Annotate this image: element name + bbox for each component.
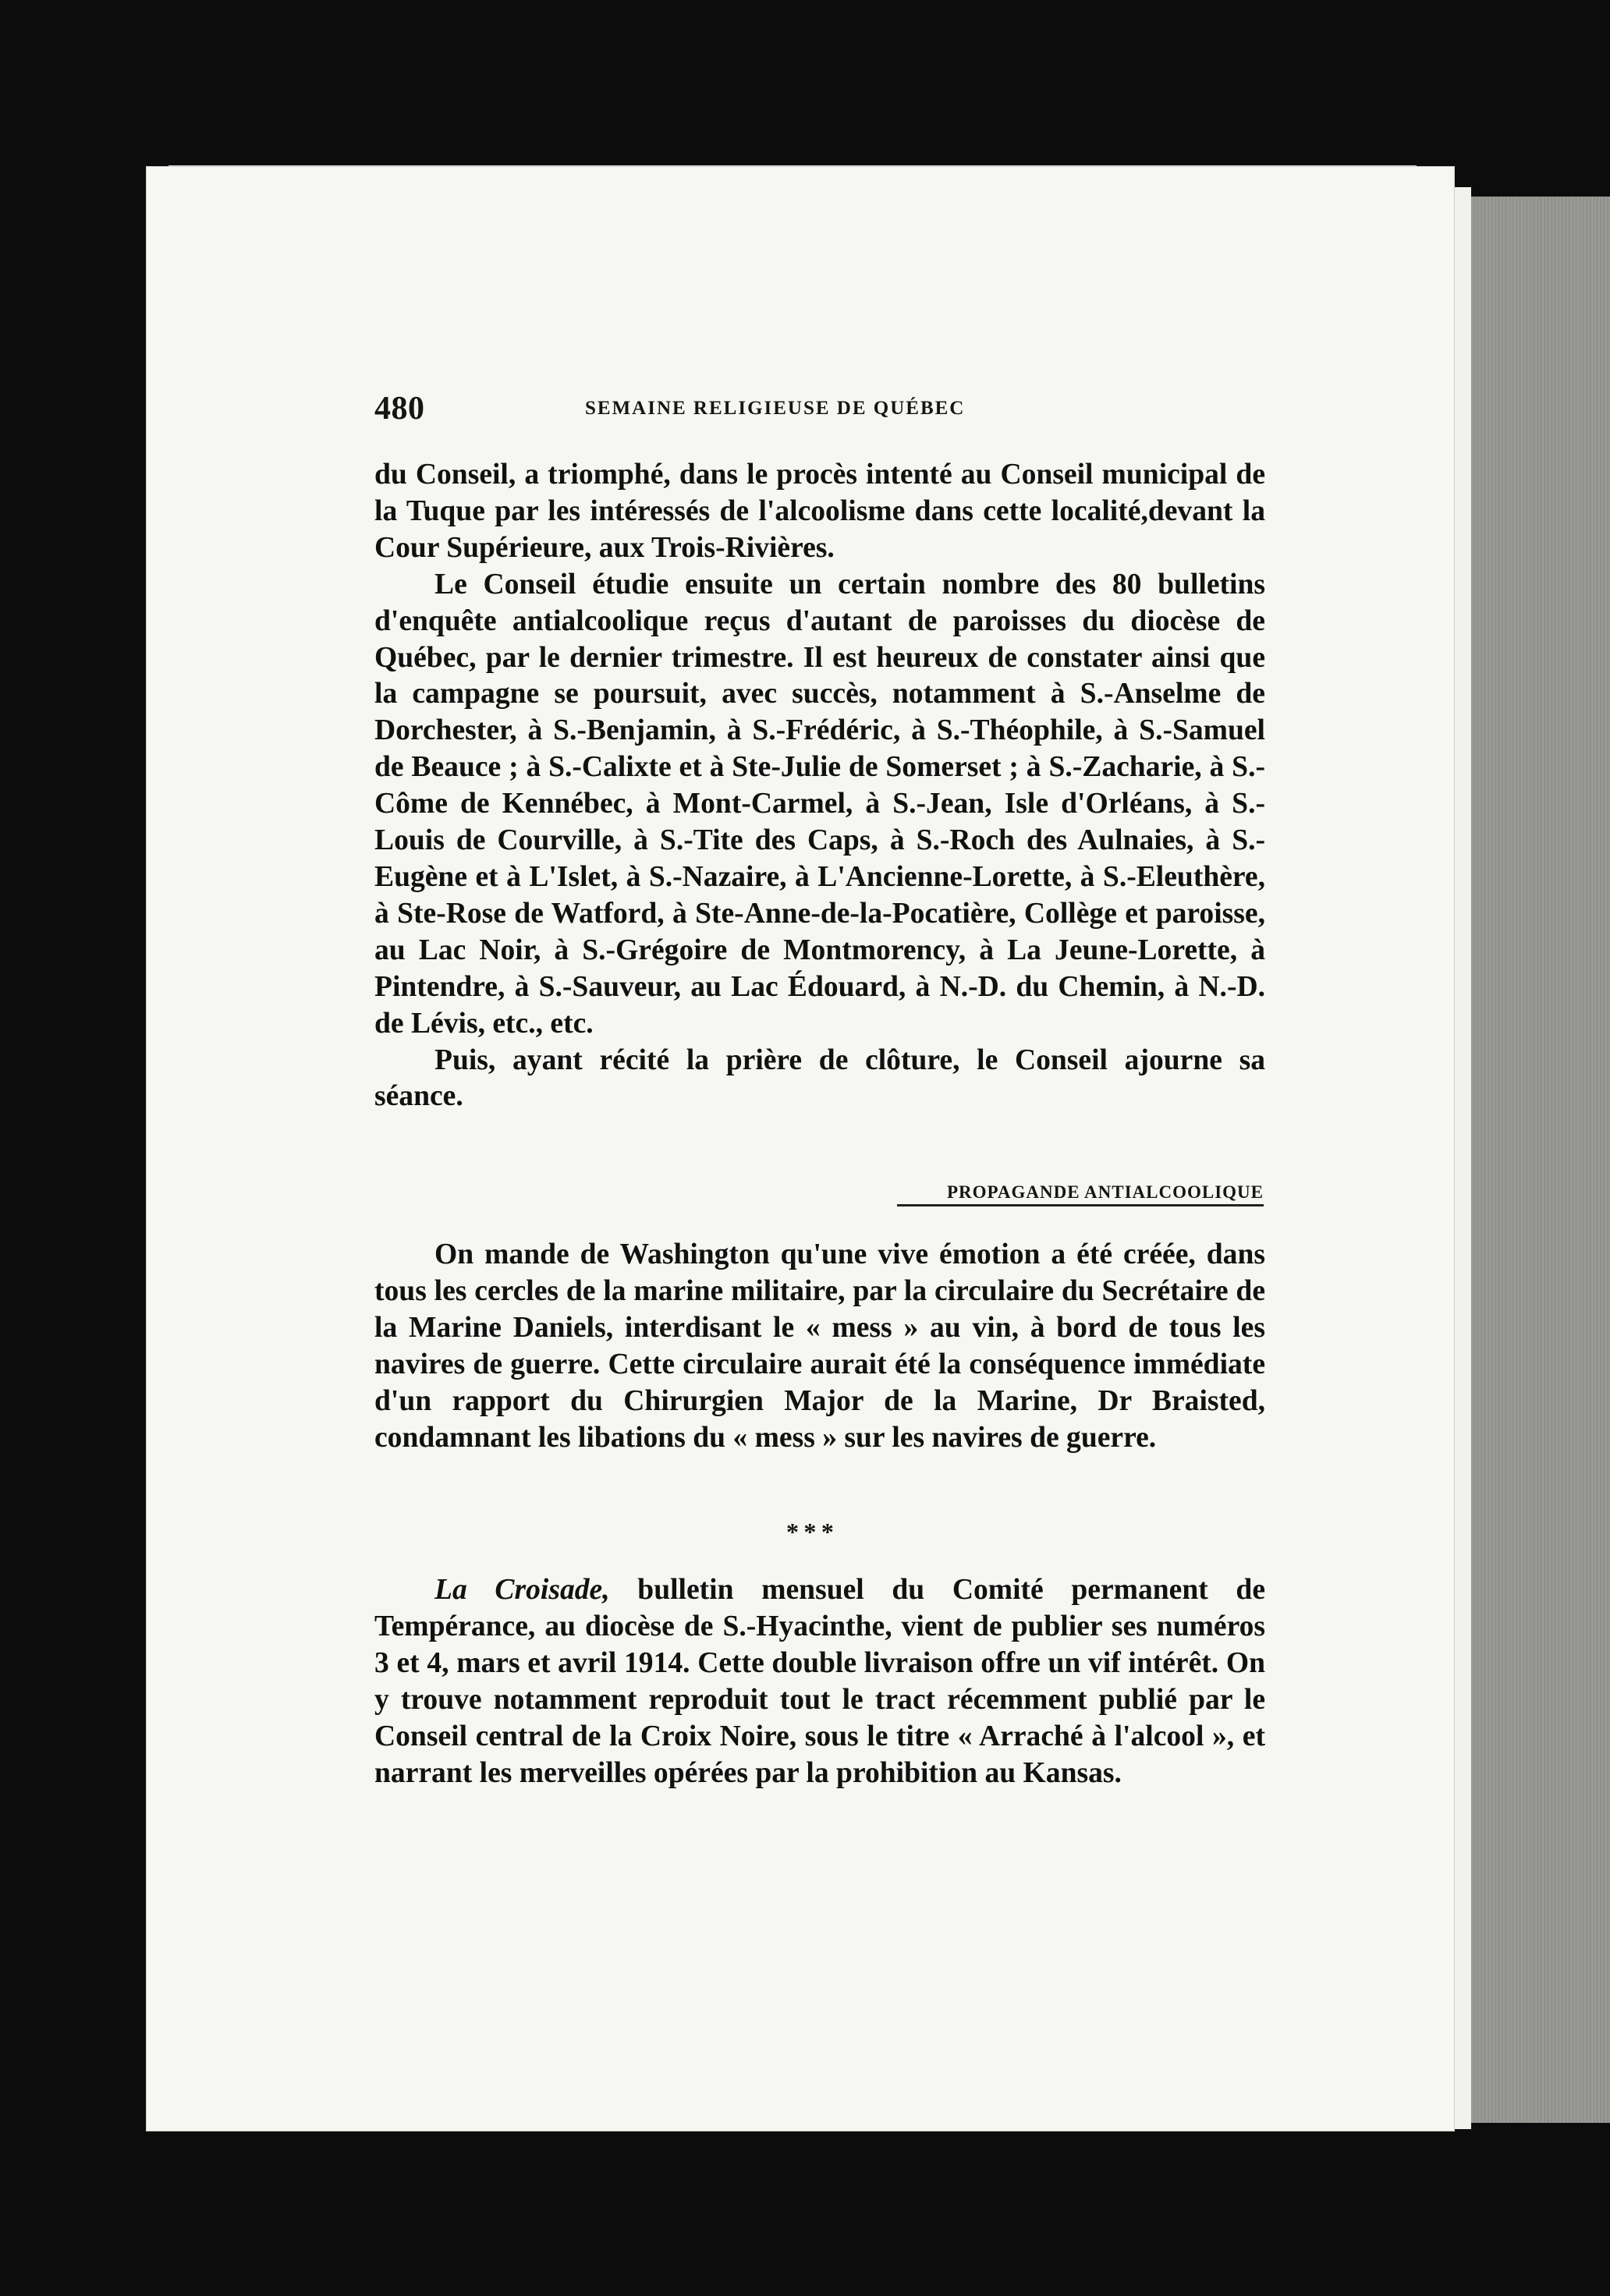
- section-heading: PROPAGANDE ANTIALCOOLIQUE: [897, 1182, 1264, 1206]
- body-text-block: [374, 1572, 1265, 1791]
- asterism-separator: * * *: [786, 1518, 834, 1546]
- paragraph: Le Conseil étudie ensuite un certain nombre des 80 bulletins d'enquête antialcoolique reçus d'autant de paroisses du diocèse de Québec, par le dernier trimestre. Il est heureux de constater ainsi que la campagne se poursuit, avec succès, notamment à S.-Anselme de Dorchester, à S.-Benjamin, à S.-Frédéric, à S.-Théophile, à S.-Samuel de Beauce ; à S.-Calixte et à Ste-Julie de Somerset ; à S.-Zacharie, à S.-Côme de Kennébec, à Mont-Carmel, à S.-Jean, Isle d'Orléans, à S.-Louis de Courville, à S.-Tite des Caps, à S.-Roch des Aulnaies, à S.-Eugène et à L'Islet, à S.-Nazaire, à L'Ancienne-Lorette, à S.-Eleuthère, à Ste-Rose de Watford, à Ste-Anne-de-la-Pocatière, Collège et paroisse, au Lac Noir, à S.-Grégoire de Montmorency, à La Jeune-Lorette, à Pintendre, à S.-Sauveur, au Lac Édouard, à N.-D. du Chemin, à N.-D. de Lévis, etc., etc.: [374, 568, 1265, 1040]
- paragraph: On mande de Washington qu'une vive émotion a été créée, dans tous les cercles de la marine militaire, par la circulaire du Secrétaire de la Marine Daniels, interdisant le « mess » au vin, à bord de tous les navires de guerre. Cette circulaire aurait été la conséquence immédiate d'un rapport du Chirurgien Major de la Marine, Dr Braisted, condamnant les libations du « mess » sur les navires de guerre.: [374, 1238, 1265, 1454]
- page-header: [374, 390, 1265, 429]
- paragraph-text: bulletin mensuel du Comité permanent de Tempérance, au diocèse de S.-Hyacinthe, vient de publier ses numéros 3 et 4, mars et avril 1914. Cette double livraison offre un vif intérêt. On y trouve notamment reproduit tout le tract récemment publié par le Conseil central de la Croix Noire, sous le titre « Arraché à l'alcool », et narrant les merveilles opérées par la prohibition au Kansas.: [374, 1574, 1265, 1789]
- body-text-block: [374, 457, 1265, 1115]
- paragraph: du Conseil, a triomphé, dans le procès intenté au Conseil municipal de la Tuque par les intéressés de l'alcoolisme dans cette localité,devant la Cour Supérieure, aux Trois-Rivières.: [374, 459, 1265, 564]
- italic-title: La Croisade,: [434, 1574, 610, 1606]
- paragraph: Puis, ayant récité la prière de clôture, le Conseil ajourne sa séance.: [374, 1043, 1265, 1113]
- body-text-block: [374, 1237, 1265, 1456]
- backing-board: [1466, 197, 1610, 2123]
- page-number: 480: [374, 391, 425, 427]
- running-title: SEMAINE RELIGIEUSE DE QUÉBEC: [585, 398, 966, 419]
- paragraph: [374, 1572, 1265, 1791]
